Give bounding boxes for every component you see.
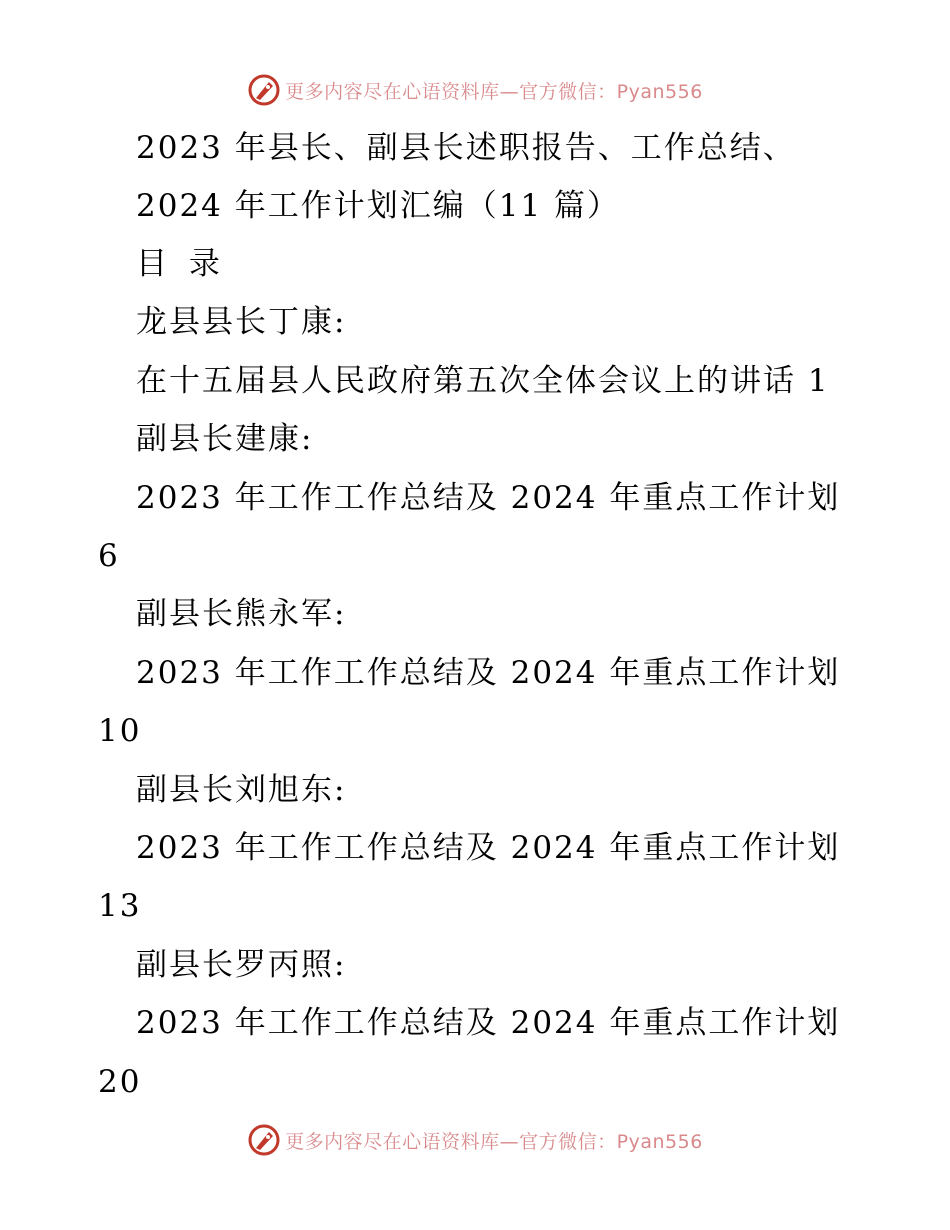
toc-entry-title: 2023 年工作工作总结及 2024 年重点工作计划 — [136, 1005, 841, 1041]
doc-title-line-2: 2024 年工作计划汇编（11 篇） — [136, 188, 621, 224]
toc-person: 龙县县长丁康: — [136, 304, 347, 340]
toc-entry-title: 2023 年工作工作总结及 2024 年重点工作计划 — [136, 655, 841, 691]
watermark-text: 更多内容尽在心语资料库—官方微信：Pyan556 — [285, 80, 703, 103]
toc-page-number: 10 — [98, 713, 142, 749]
watermark-text: 更多内容尽在心语资料库—官方微信：Pyan556 — [285, 1130, 703, 1153]
toc-title-text: 在十五届县人民政府第五次全体会议上的讲话 — [136, 363, 796, 399]
toc-person: 副县长建康: — [136, 421, 314, 457]
toc-person: 副县长罗丙照: — [136, 947, 347, 983]
toc-page-number: 20 — [98, 1064, 142, 1100]
toc-person: 副县长刘旭东: — [136, 772, 347, 808]
pen-nib-logo-icon — [247, 1123, 281, 1157]
toc-page-number: 1 — [807, 363, 830, 399]
toc-heading: 目 录 — [136, 246, 226, 282]
toc-page-number: 6 — [98, 538, 120, 574]
toc-person: 副县长熊永军: — [136, 596, 347, 632]
watermark-footer — [0, 1120, 950, 1160]
toc-entry-title: 2023 年工作工作总结及 2024 年重点工作计划 — [136, 480, 841, 516]
pen-nib-logo-icon — [247, 73, 281, 107]
toc-entry-title: 2023 年工作工作总结及 2024 年重点工作计划 — [136, 830, 841, 866]
watermark-header — [0, 70, 950, 110]
doc-title-line-1: 2023 年县长、副县长述职报告、工作总结、 — [136, 130, 796, 166]
toc-entry-title — [136, 361, 830, 401]
toc-page-number: 13 — [98, 888, 142, 924]
